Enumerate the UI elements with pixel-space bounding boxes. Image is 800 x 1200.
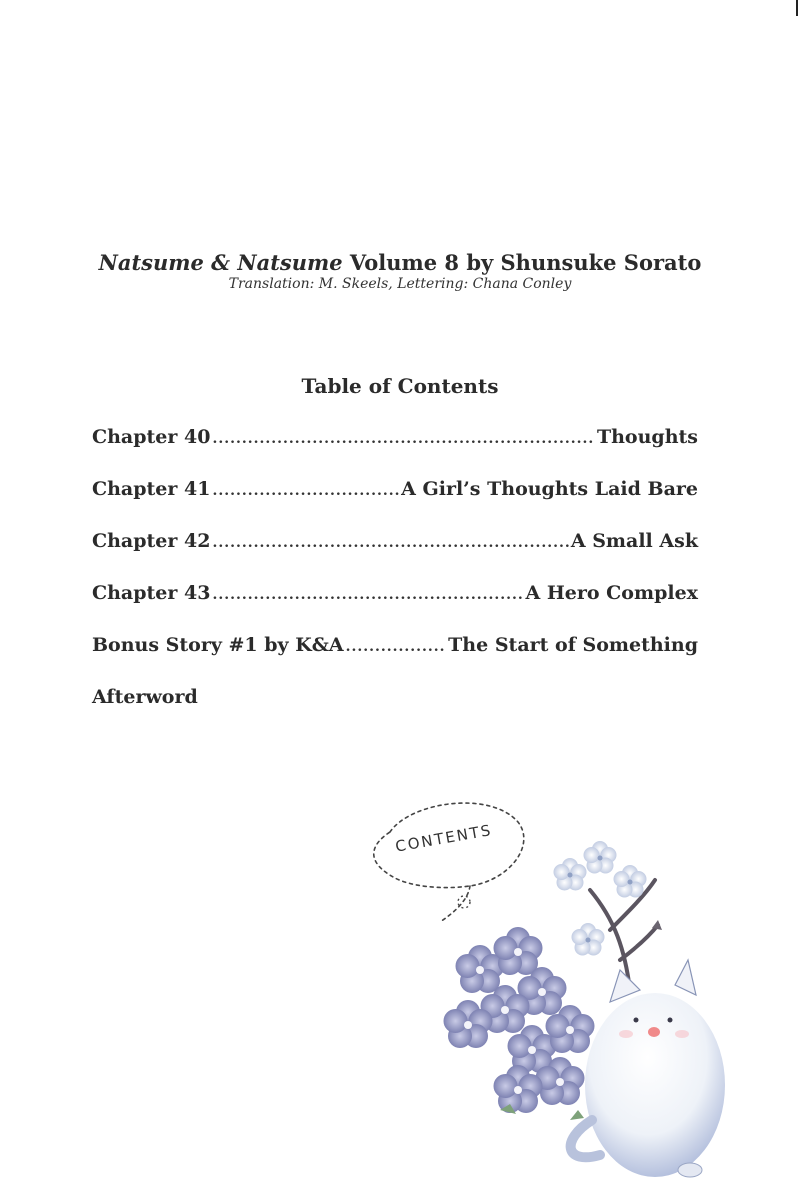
series-title: Natsume & Natsume	[98, 250, 343, 275]
toc-leader-dots	[212, 431, 595, 447]
toc-heading: Table of Contents	[301, 374, 499, 398]
toc-entry-label: Chapter 43	[92, 582, 211, 604]
toc-entry-chapter-43	[92, 582, 698, 634]
translation-credits: Translation: M. Skeels, Lettering: Chana Conley	[228, 276, 572, 292]
toc-entry-label: Chapter 42	[92, 530, 211, 552]
toc-entry-afterword	[92, 686, 698, 738]
table-of-contents	[92, 426, 698, 738]
toc-entry-chapter-41	[92, 478, 698, 530]
toc-entry-label: Chapter 41	[92, 478, 211, 500]
toc-entry-label: Chapter 40	[92, 426, 211, 448]
toc-entry-title: A Small Ask	[570, 530, 698, 552]
toc-entry-chapter-40	[92, 426, 698, 478]
toc-leader-dots	[212, 587, 523, 603]
cat-flowers-illustration	[420, 820, 790, 1180]
toc-entry-label: Bonus Story #1 by K&A	[92, 634, 344, 656]
toc-leader-dots	[212, 483, 399, 499]
toc-entry-title: A Girl’s Thoughts Laid Bare	[401, 478, 698, 500]
toc-entry-chapter-42	[92, 530, 698, 582]
toc-entry-title: A Hero Complex	[525, 582, 698, 604]
toc-entry-title: The Start of Something	[448, 634, 698, 656]
toc-leader-dots	[212, 535, 568, 551]
toc-entry-label: Afterword	[92, 686, 198, 708]
toc-entry-title: Thoughts	[596, 426, 698, 448]
toc-entry-bonus-story	[92, 634, 698, 686]
toc-leader-dots	[346, 639, 447, 655]
page-edge-mark	[796, 0, 798, 16]
book-title-line	[0, 250, 800, 275]
volume-author: Volume 8 by Shunsuke Sorato	[349, 250, 702, 275]
bubble-text: CONTENTS	[394, 820, 494, 856]
